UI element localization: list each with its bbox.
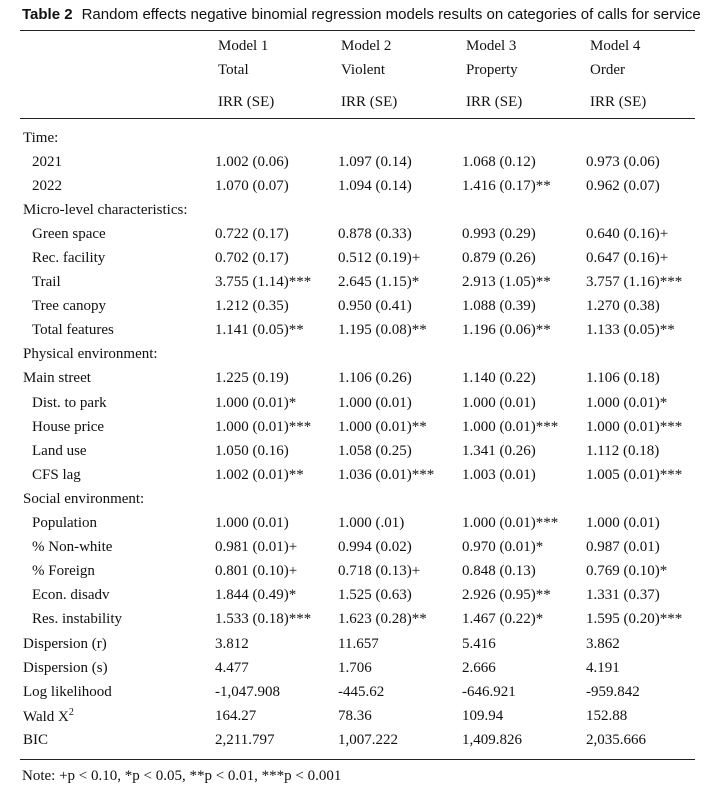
row-label-text: Social environment: — [23, 490, 145, 507]
table-row — [20, 415, 695, 439]
cell-model-1: 1.000 (0.01)*** — [215, 418, 312, 435]
cell-model-4: 4.191 — [586, 659, 620, 676]
table-row — [20, 439, 695, 463]
row-label — [20, 704, 215, 728]
top-rule — [20, 30, 695, 31]
cell-model-4: 1.112 (0.18) — [586, 442, 660, 459]
cell-model-3 — [462, 487, 586, 511]
cell-model-2: 1.525 (0.63) — [338, 587, 412, 604]
significance-note: Note: +p < 0.10, *p < 0.05, **p < 0.01, ***p < 0.001 — [22, 768, 342, 784]
cell-model-1: 0.722 (0.17) — [215, 225, 289, 242]
cell-model-2: 1.000 (0.01) — [338, 394, 412, 411]
cell-model-1: 1.050 (0.16) — [215, 442, 289, 459]
cell-model-2: 1.036 (0.01)*** — [338, 466, 435, 483]
row-label-text: Total features — [32, 322, 114, 339]
table-row — [20, 584, 695, 608]
cell-model-3: 0.993 (0.29) — [462, 225, 536, 242]
cell-model-1: 1.212 (0.35) — [215, 298, 289, 315]
table-row — [20, 536, 695, 560]
cell-model-1: 1.141 (0.05)** — [215, 322, 304, 339]
cell-model-3: 1.140 (0.22) — [462, 370, 536, 387]
table-row — [20, 126, 695, 150]
cell-model-4: 1.270 (0.38) — [586, 298, 660, 315]
row-label-text: Physical environment: — [23, 346, 158, 363]
cell-model-1 — [215, 343, 338, 367]
row-label-text: Main street — [23, 370, 91, 387]
row-label — [20, 295, 215, 319]
table-row — [20, 198, 695, 222]
row-label — [20, 367, 215, 391]
results-table — [20, 126, 695, 752]
row-label — [20, 174, 215, 198]
cell-model-1: 0.981 (0.01)+ — [215, 539, 298, 556]
row-label-text: Wald X — [23, 708, 69, 725]
row-label — [20, 198, 215, 222]
table-row — [20, 487, 695, 511]
cell-model-4 — [586, 198, 695, 222]
cell-model-3: 2.913 (1.05)** — [462, 274, 551, 291]
cell-model-4: 0.769 (0.10)* — [586, 563, 668, 580]
cell-model-3: 2.926 (0.95)** — [462, 587, 551, 604]
model-3-name: Model 3 — [466, 38, 517, 54]
row-label — [20, 512, 215, 536]
cell-model-2: 78.36 — [338, 707, 372, 724]
cell-model-3: 0.848 (0.13) — [462, 563, 536, 580]
cell-model-2: 1,007.222 — [338, 731, 398, 748]
table-row — [20, 319, 695, 343]
row-label-text: Dispersion (s) — [23, 659, 108, 676]
cell-model-4: 1.000 (0.01) — [586, 515, 660, 532]
model-2-stat: IRR (SE) — [341, 94, 398, 110]
table-row — [20, 728, 695, 752]
row-label — [20, 632, 215, 656]
cell-model-4: 1.595 (0.20)*** — [586, 611, 683, 628]
cell-model-1: 1.844 (0.49)* — [215, 587, 297, 604]
model-1-name: Model 1 — [218, 38, 269, 54]
cell-model-2: 0.718 (0.13)+ — [338, 563, 421, 580]
cell-model-3: 1.068 (0.12) — [462, 153, 536, 170]
table-row — [20, 150, 695, 174]
cell-model-3 — [462, 198, 586, 222]
table-row — [20, 680, 695, 704]
cell-model-2: -445.62 — [338, 683, 385, 700]
table-row — [20, 271, 695, 295]
cell-model-2: 1.706 — [338, 659, 372, 676]
header-rule — [20, 118, 695, 119]
row-label-text: Dispersion (r) — [23, 635, 107, 652]
cell-model-4: 0.973 (0.06) — [586, 153, 660, 170]
cell-model-2 — [338, 487, 462, 511]
table-row — [20, 246, 695, 270]
cell-model-3 — [462, 126, 586, 150]
row-label — [20, 608, 215, 632]
row-label-text: Econ. disadv — [32, 587, 110, 604]
model-4-category: Order — [590, 62, 625, 78]
cell-model-2 — [338, 343, 462, 367]
table-row — [20, 608, 695, 632]
cell-model-1: -1,047.908 — [215, 683, 280, 700]
cell-model-4: 2,035.666 — [586, 731, 646, 748]
row-label-text: CFS lag — [32, 466, 81, 483]
row-label-text: % Foreign — [32, 563, 95, 580]
row-label — [20, 680, 215, 704]
cell-model-2: 1.097 (0.14) — [338, 153, 412, 170]
cell-model-2: 1.000 (.01) — [338, 515, 405, 532]
cell-model-2: 1.000 (0.01)** — [338, 418, 427, 435]
row-label — [20, 536, 215, 560]
cell-model-4: 0.647 (0.16)+ — [586, 250, 669, 267]
table-caption — [22, 6, 701, 23]
row-label-text: Log likelihood — [23, 683, 112, 700]
cell-model-2: 1.058 (0.25) — [338, 442, 412, 459]
cell-model-4: -959.842 — [586, 683, 640, 700]
cell-model-1: 3.755 (1.14)*** — [215, 274, 312, 291]
row-label — [20, 656, 215, 680]
cell-model-3: 1.000 (0.01)*** — [462, 418, 559, 435]
row-label — [20, 391, 215, 415]
table-row — [20, 704, 695, 728]
cell-model-1: 0.801 (0.10)+ — [215, 563, 298, 580]
cell-model-2: 1.195 (0.08)** — [338, 322, 427, 339]
cell-model-2: 0.994 (0.02) — [338, 539, 412, 556]
cell-model-4: 1.133 (0.05)** — [586, 322, 675, 339]
row-label — [20, 584, 215, 608]
cell-model-1 — [215, 126, 338, 150]
cell-model-2: 0.950 (0.41) — [338, 298, 412, 315]
cell-model-2: 11.657 — [338, 635, 379, 652]
model-1-stat: IRR (SE) — [218, 94, 275, 110]
cell-model-4: 3.757 (1.16)*** — [586, 274, 683, 291]
cell-model-1 — [215, 198, 338, 222]
row-label — [20, 319, 215, 343]
table-row — [20, 343, 695, 367]
row-label-text: Land use — [32, 442, 87, 459]
row-label-text: 2022 — [32, 177, 62, 194]
cell-model-3: 5.416 — [462, 635, 496, 652]
cell-model-4: 3.862 — [586, 635, 620, 652]
cell-model-2: 1.623 (0.28)** — [338, 611, 427, 628]
model-1-category: Total — [218, 62, 249, 78]
row-label-text: % Non-white — [32, 539, 113, 556]
cell-model-1: 1.002 (0.01)** — [215, 466, 304, 483]
row-label — [20, 343, 215, 367]
cell-model-4 — [586, 487, 695, 511]
cell-model-3: 1.000 (0.01)*** — [462, 515, 559, 532]
row-label-superscript: 2 — [68, 706, 74, 718]
table-row — [20, 174, 695, 198]
cell-model-4: 1.000 (0.01)* — [586, 394, 668, 411]
cell-model-2: 0.512 (0.19)+ — [338, 250, 421, 267]
cell-model-1: 1.000 (0.01)* — [215, 394, 297, 411]
row-label — [20, 415, 215, 439]
row-label-text: BIC — [23, 731, 49, 748]
cell-model-1: 3.812 — [215, 635, 249, 652]
cell-model-1: 1.225 (0.19) — [215, 370, 289, 387]
cell-model-3: 1.467 (0.22)* — [462, 611, 544, 628]
row-label — [20, 560, 215, 584]
model-4-stat: IRR (SE) — [590, 94, 647, 110]
cell-model-1: 2,211.797 — [215, 731, 275, 748]
cell-model-4 — [586, 126, 695, 150]
model-2-name: Model 2 — [341, 38, 392, 54]
cell-model-1: 1.533 (0.18)*** — [215, 611, 312, 628]
model-4-name: Model 4 — [590, 38, 641, 54]
row-label — [20, 271, 215, 295]
cell-model-1: 1.070 (0.07) — [215, 177, 289, 194]
row-label — [20, 487, 215, 511]
table-row — [20, 560, 695, 584]
cell-model-4: 152.88 — [586, 707, 628, 724]
row-label-text: 2021 — [32, 153, 62, 170]
row-label — [20, 463, 215, 487]
cell-model-3 — [462, 343, 586, 367]
cell-model-2 — [338, 126, 462, 150]
row-label — [20, 222, 215, 246]
cell-model-3: 1,409.826 — [462, 731, 522, 748]
cell-model-2 — [338, 198, 462, 222]
cell-model-3: 1.000 (0.01) — [462, 394, 536, 411]
row-label-text: House price — [32, 418, 105, 435]
table-title: Random effects negative binomial regression models results on categories of calls for service — [81, 6, 701, 23]
table-row — [20, 656, 695, 680]
row-label — [20, 439, 215, 463]
table-row — [20, 632, 695, 656]
row-label-text: Green space — [32, 225, 106, 242]
cell-model-1: 164.27 — [215, 707, 257, 724]
cell-model-3: 1.088 (0.39) — [462, 298, 536, 315]
cell-model-4: 0.962 (0.07) — [586, 177, 660, 194]
row-label-text: Tree canopy — [32, 298, 107, 315]
cell-model-1: 4.477 — [215, 659, 249, 676]
table-number: Table 2 — [22, 6, 73, 23]
cell-model-1: 1.002 (0.06) — [215, 153, 289, 170]
cell-model-2: 0.878 (0.33) — [338, 225, 412, 242]
cell-model-3: 1.416 (0.17)** — [462, 177, 551, 194]
model-3-category: Property — [466, 62, 518, 78]
table-row — [20, 391, 695, 415]
model-3-stat: IRR (SE) — [466, 94, 523, 110]
cell-model-4: 1.000 (0.01)*** — [586, 418, 683, 435]
cell-model-2: 1.094 (0.14) — [338, 177, 412, 194]
table-row — [20, 463, 695, 487]
row-label — [20, 126, 215, 150]
cell-model-2: 2.645 (1.15)* — [338, 274, 420, 291]
cell-model-3: 1.341 (0.26) — [462, 442, 536, 459]
bottom-rule — [20, 759, 695, 760]
cell-model-3: 109.94 — [462, 707, 504, 724]
cell-model-3: 2.666 — [462, 659, 496, 676]
row-label-text: Time: — [23, 129, 59, 146]
table-row — [20, 222, 695, 246]
cell-model-3: 0.970 (0.01)* — [462, 539, 544, 556]
cell-model-4 — [586, 343, 695, 367]
cell-model-4: 1.331 (0.37) — [586, 587, 660, 604]
cell-model-4: 0.987 (0.01) — [586, 539, 660, 556]
cell-model-2: 1.106 (0.26) — [338, 370, 412, 387]
model-2-category: Violent — [341, 62, 386, 78]
cell-model-1 — [215, 487, 338, 511]
row-label-text: Res. instability — [32, 611, 122, 628]
cell-model-3: 0.879 (0.26) — [462, 250, 536, 267]
row-label — [20, 150, 215, 174]
cell-model-4: 1.005 (0.01)*** — [586, 466, 683, 483]
row-label-text: Population — [32, 515, 98, 532]
row-label-text: Rec. facility — [32, 250, 106, 267]
table-row — [20, 295, 695, 319]
cell-model-1: 1.000 (0.01) — [215, 515, 289, 532]
row-label — [20, 728, 215, 752]
cell-model-4: 0.640 (0.16)+ — [586, 225, 669, 242]
cell-model-3: -646.921 — [462, 683, 516, 700]
table-row — [20, 367, 695, 391]
row-label-text: Micro-level characteristics: — [23, 201, 188, 218]
row-label-text: Dist. to park — [32, 394, 107, 411]
cell-model-3: 1.196 (0.06)** — [462, 322, 551, 339]
cell-model-1: 0.702 (0.17) — [215, 250, 289, 267]
row-label — [20, 246, 215, 270]
table-row — [20, 512, 695, 536]
cell-model-3: 1.003 (0.01) — [462, 466, 536, 483]
cell-model-4: 1.106 (0.18) — [586, 370, 660, 387]
row-label-text: Trail — [32, 274, 61, 291]
